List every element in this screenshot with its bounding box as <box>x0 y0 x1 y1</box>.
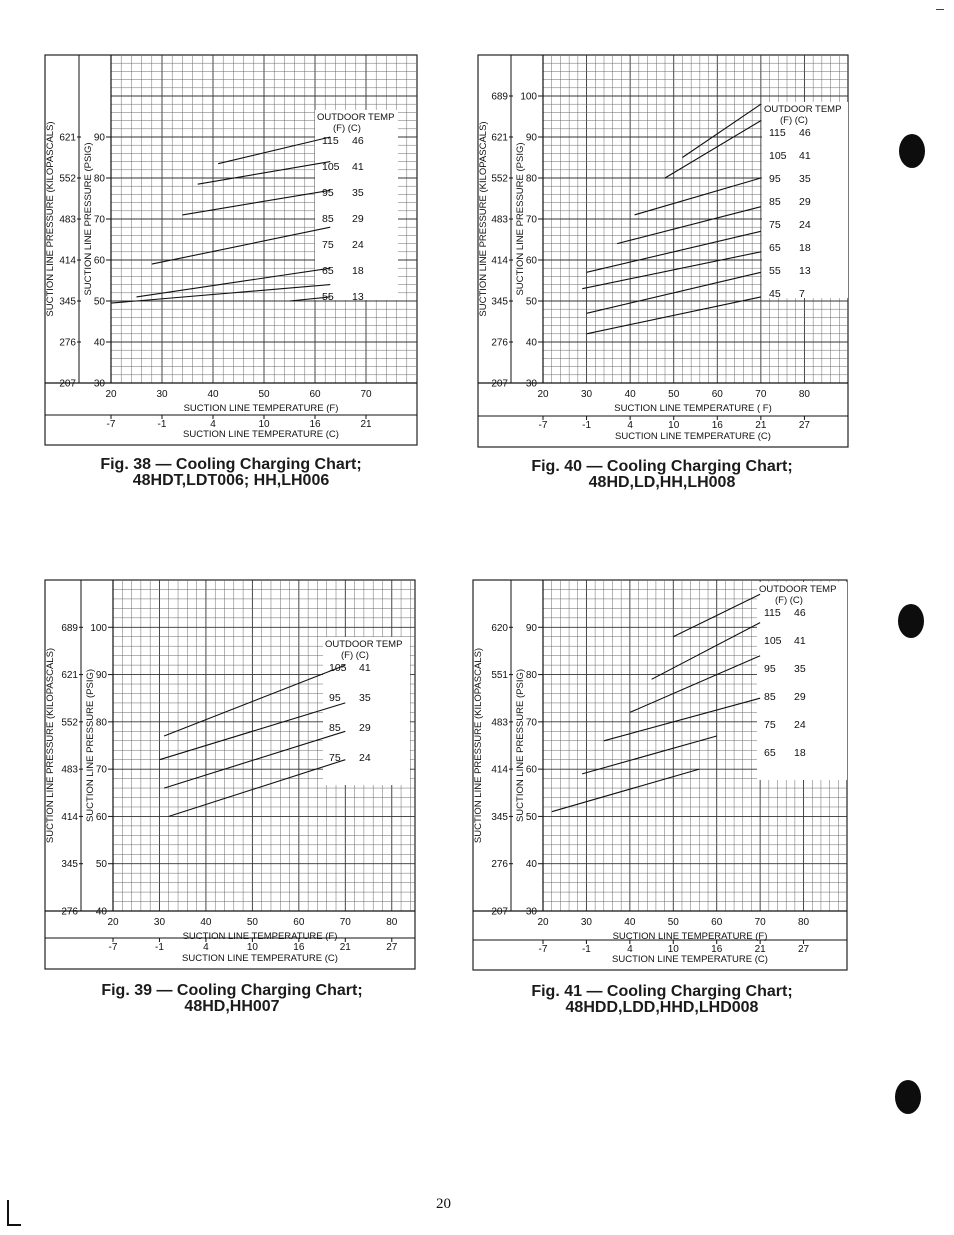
fig39-caption-line1: Fig. 39 — Cooling Charging Chart; <box>101 982 363 999</box>
chart2-legend-entry-95-c: 35 <box>799 173 811 185</box>
chart4-y-tick-label: 60 <box>525 764 537 776</box>
chart3-y-tick-label: 60 <box>95 811 107 823</box>
chart4-x-tick-label: 70 <box>754 917 766 928</box>
chart2-legend-entry-105-c: 41 <box>799 150 811 162</box>
chart1-x-tick-label: 60 <box>309 389 321 400</box>
chart4-x-tick-label: 30 <box>580 917 592 928</box>
chart4-legend-entry-105-f: 105 <box>764 635 782 647</box>
chart2-legend-entry-105-f: 105 <box>769 150 787 162</box>
chart2-legend-entry-55-f: 55 <box>769 265 781 277</box>
chart4-y-tick-label-kpa: 551 <box>491 670 508 682</box>
chart2-y-tick-label: 80 <box>525 173 537 185</box>
chart4-legend-entry-105-c: 41 <box>794 635 806 647</box>
chart1-x-tick-label-c: 10 <box>258 419 270 430</box>
chart3-ylabel: SUCTION LINE PRESSURE (PSIG) <box>85 668 96 823</box>
chart2-legend-entry-75-f: 75 <box>769 219 781 231</box>
chart4-legend-units: (F) (C) <box>775 595 803 606</box>
chart1-x-tick-label-c: 16 <box>309 419 321 430</box>
chart1-x-tick-label: 20 <box>105 389 117 400</box>
chart2-y-tick-label-kpa: 483 <box>491 214 508 226</box>
chart1-y-tick-label: 70 <box>93 214 105 226</box>
chart2-legend-entry-75-c: 24 <box>799 219 811 231</box>
chart1-y-tick-label: 90 <box>93 132 105 144</box>
chart1-ylabel: SUCTION LINE PRESSURE (PSIG) <box>83 142 94 296</box>
chart1-xlabel-c: SUCTION LINE TEMPERATURE (C) <box>183 429 339 440</box>
chart1-x-tick-label: 40 <box>207 389 219 400</box>
chart4-x-tick-label: 80 <box>798 917 810 928</box>
chart4-y-tick-label: 90 <box>525 622 537 634</box>
chart2-legend-units: (F) (C) <box>780 115 808 126</box>
chart4-y-tick-label: 30 <box>525 906 537 918</box>
chart3-x-tick-label-c: -7 <box>108 942 118 953</box>
chart3-y-tick-label: 70 <box>95 764 107 776</box>
chart4-ylabel-kpa: SUCTION LINE PRESSURE (KILOPASCALS) <box>473 647 484 844</box>
chart2-y-tick-label: 40 <box>525 337 537 349</box>
chart1-legend-entry-55-f: 55 <box>322 291 334 303</box>
chart3-y-tick-label: 80 <box>95 717 107 729</box>
chart1-y-tick-label-kpa: 207 <box>59 378 76 390</box>
fig41-caption <box>452 984 872 1016</box>
chart1-legend-entry-115-f: 115 <box>322 135 339 147</box>
chart2-y-tick-label: 60 <box>525 255 537 267</box>
chart2-xlabel-c: SUCTION LINE TEMPERATURE (C) <box>615 431 771 442</box>
chart4-y-tick-label: 40 <box>525 859 537 871</box>
chart2-legend-title: OUTDOOR TEMP <box>764 104 842 115</box>
chart1-legend-entry-95-c: 35 <box>352 187 364 199</box>
fig41-caption-line2: 48HDD,LDD,HHD,LHD008 <box>565 999 759 1016</box>
chart4-x-tick-label-c: 10 <box>667 944 679 955</box>
chart1-legend-entry-105-f: 105 <box>322 161 340 173</box>
chart3-x-tick-label: 50 <box>246 917 258 928</box>
chart1-legend-entry-115-c: 46 <box>352 135 364 147</box>
chart4-legend-entry-95-c: 35 <box>794 663 806 675</box>
chart4-legend-entry-115-c: 46 <box>794 607 806 619</box>
fig41-caption-line1: Fig. 41 — Cooling Charging Chart; <box>531 983 793 1000</box>
chart2-y-tick-label-kpa: 345 <box>491 296 508 308</box>
margin-bullet-2 <box>898 604 924 638</box>
chart3-y-tick-label: 50 <box>95 859 107 871</box>
chart2-legend-entry-115-c: 46 <box>799 127 811 139</box>
fig38-caption-line2: 48HDT,LDT006; HH,LH006 <box>132 472 330 489</box>
chart3-y-tick-label-kpa: 621 <box>61 670 78 682</box>
chart1-x-tick-label: 50 <box>258 389 270 400</box>
chart2-y-tick-label-kpa: 207 <box>491 378 508 390</box>
fig39-caption-line2: 48HD,HH007 <box>184 998 280 1015</box>
chart3-x-tick-label-c: 27 <box>386 942 398 953</box>
chart3-y-tick-label-kpa: 414 <box>61 811 78 823</box>
chart4-legend-entry-65-f: 65 <box>764 747 776 759</box>
chart2-legend-entry-45-c: 7 <box>799 288 805 300</box>
chart3-y-tick-label-kpa: 552 <box>61 717 78 729</box>
margin-bullet-1 <box>899 134 925 168</box>
chart3-x-tick-label-c: -1 <box>155 942 164 953</box>
chart4-y-tick-label-kpa: 207 <box>491 906 508 918</box>
chart4-legend-entry-75-f: 75 <box>764 719 776 731</box>
chart3-x-tick-label: 80 <box>386 917 398 928</box>
page-dash-mark <box>936 9 944 10</box>
chart4-legend-entry-115-f: 115 <box>764 607 781 619</box>
fig39-caption <box>22 983 442 1015</box>
chart3-legend-entry-105-c: 41 <box>359 662 371 674</box>
chart4-legend-title: OUTDOOR TEMP <box>759 584 837 595</box>
chart4-legend-entry-85-c: 29 <box>794 691 806 703</box>
chart4-xlabel: SUCTION LINE TEMPERATURE (F) <box>612 931 768 942</box>
chart2-x-tick-label: 60 <box>711 389 723 400</box>
chart3-x-tick-label-c: 21 <box>339 942 351 953</box>
chart3-xlabel-c: SUCTION LINE TEMPERATURE (C) <box>182 953 338 964</box>
chart2-ylabel: SUCTION LINE PRESSURE (PSIG) <box>515 142 526 296</box>
chart2-x-tick-label-c: 27 <box>798 420 810 431</box>
chart4-y-tick-label-kpa: 276 <box>491 859 508 871</box>
fig40-caption-line1: Fig. 40 — Cooling Charging Chart; <box>531 458 793 475</box>
chart2-ylabel-kpa: SUCTION LINE PRESSURE (KILOPASCALS) <box>478 121 489 317</box>
chart1-y-tick-label: 50 <box>93 296 105 308</box>
chart1-x-tick-label: 30 <box>156 389 168 400</box>
chart3-xlabel: SUCTION LINE TEMPERATURE (F) <box>182 931 338 942</box>
chart4-x-tick-label: 20 <box>537 917 549 928</box>
chart2-x-tick-label-c: 10 <box>668 420 680 431</box>
chart3-legend-entry-75-c: 24 <box>359 752 371 764</box>
fig38-caption-line1: Fig. 38 — Cooling Charging Chart; <box>100 456 362 473</box>
chart1-x-tick-label-c: 4 <box>210 419 216 430</box>
chart2-legend-entry-85-c: 29 <box>799 196 811 208</box>
chart3-legend-entry-105-f: 105 <box>329 662 347 674</box>
chart4-legend-entry-75-c: 24 <box>794 719 806 731</box>
chart3-x-tick-label: 40 <box>200 917 212 928</box>
chart4-x-tick-label-c: 16 <box>711 944 723 955</box>
chart1-y-tick-label: 60 <box>93 255 105 267</box>
chart2-x-tick-label: 20 <box>537 389 549 400</box>
chart1-x-tick-label: 70 <box>360 389 372 400</box>
chart1-legend-entry-75-c: 24 <box>352 239 364 251</box>
chart1-y-tick-label-kpa: 483 <box>59 214 76 226</box>
chart2-x-tick-label-c: 4 <box>627 420 633 431</box>
chart3-y-tick-label-kpa: 276 <box>61 906 78 918</box>
chart2-y-tick-label: 90 <box>525 132 537 144</box>
chart2-legend-entry-65-c: 18 <box>799 242 811 254</box>
chart4-y-tick-label: 50 <box>525 811 537 823</box>
chart2-legend-entry-85-f: 85 <box>769 196 781 208</box>
chart4-y-tick-label: 70 <box>525 717 537 729</box>
chart3-ylabel-kpa: SUCTION LINE PRESSURE (KILOPASCALS) <box>45 647 56 844</box>
chart2-y-tick-label: 100 <box>520 91 537 103</box>
chart4-y-tick-label: 80 <box>525 670 537 682</box>
chart3-legend-title: OUTDOOR TEMP <box>325 639 403 650</box>
chart3-legend-entry-95-f: 95 <box>329 692 341 704</box>
chart3-legend-entry-85-f: 85 <box>329 722 341 734</box>
chart3-legend-units: (F) (C) <box>341 650 369 661</box>
chart2-y-tick-label-kpa: 276 <box>491 337 508 349</box>
chart3-x-tick-label-c: 16 <box>293 942 305 953</box>
chart1-legend-entry-65-f: 65 <box>322 265 334 277</box>
chart3-legend-entry-85-c: 29 <box>359 722 371 734</box>
chart4-xlabel-c: SUCTION LINE TEMPERATURE (C) <box>612 954 768 965</box>
chart4-x-tick-label-c: -1 <box>581 944 591 955</box>
chart3-x-tick-label: 30 <box>153 917 166 928</box>
chart4-x-tick-label: 60 <box>711 917 723 928</box>
chart3-x-tick-label: 70 <box>339 917 351 928</box>
chart3-legend-entry-95-c: 35 <box>359 692 371 704</box>
page-corner-mark <box>7 1200 21 1226</box>
chart1-xlabel: SUCTION LINE TEMPERATURE (F) <box>183 403 339 414</box>
chart2-y-tick-label: 30 <box>525 378 537 390</box>
chart2-y-tick-label-kpa: 689 <box>491 91 508 103</box>
chart1-legend-entry-65-c: 18 <box>352 265 364 277</box>
chart1-ylabel-kpa: SUCTION LINE PRESSURE (KILOPASCALS) <box>45 121 56 317</box>
chart1-legend-entry-105-c: 41 <box>352 161 364 173</box>
chart1-legend-entry-55-c: 13 <box>352 291 364 303</box>
chart4-x-tick-label: 40 <box>624 917 636 928</box>
chart2-x-tick-label-c: -1 <box>582 420 592 431</box>
chart1-legend-title: OUTDOOR TEMP <box>317 112 395 123</box>
chart4-y-tick-label-kpa: 345 <box>491 811 508 823</box>
chart1-x-tick-label-c: -7 <box>106 419 116 430</box>
chart4-x-tick-label-c: 21 <box>754 944 766 955</box>
chart2-y-tick-label: 50 <box>525 296 537 308</box>
chart1-y-tick-label-kpa: 345 <box>59 296 76 308</box>
chart2-x-tick-label: 40 <box>624 389 636 400</box>
chart1-legend-entry-95-f: 95 <box>322 187 334 199</box>
chart2-legend-entry-115-f: 115 <box>769 127 786 139</box>
chart3-y-tick-label: 100 <box>90 622 107 634</box>
chart4-legend-entry-85-f: 85 <box>764 691 776 703</box>
chart2-xlabel: SUCTION LINE TEMPERATURE ( F) <box>614 403 772 414</box>
chart3-x-tick-label-c: 10 <box>246 942 258 953</box>
page-number: 20 <box>436 1196 451 1212</box>
chart4-ylabel: SUCTION LINE PRESSURE (PSIG) <box>515 668 526 823</box>
chart4-x-tick-label-c: 4 <box>627 944 633 955</box>
chart2-y-tick-label-kpa: 552 <box>491 173 508 185</box>
chart2-x-tick-label-c: 16 <box>711 420 723 431</box>
chart4-x-tick-label-c: 27 <box>798 944 810 955</box>
chart1-y-tick-label-kpa: 414 <box>59 255 76 267</box>
chart1-y-tick-label-kpa: 552 <box>59 173 76 185</box>
fig40-caption-line2: 48HD,LD,HH,LH008 <box>588 474 736 491</box>
chart4-y-tick-label-kpa: 620 <box>491 622 508 634</box>
chart1-legend-entry-85-c: 29 <box>352 213 364 225</box>
chart2-y-tick-label-kpa: 621 <box>491 132 508 144</box>
chart3-y-tick-label-kpa: 483 <box>61 764 78 776</box>
margin-bullet-3 <box>895 1080 921 1114</box>
chart2-y-tick-label-kpa: 414 <box>491 255 508 267</box>
chart1-legend-entry-85-f: 85 <box>322 213 334 225</box>
chart1-legend-entry-75-f: 75 <box>322 239 334 251</box>
chart3-legend-entry-75-f: 75 <box>329 752 341 764</box>
chart1-y-tick-label-kpa: 621 <box>59 132 76 144</box>
fig40-caption <box>452 459 872 491</box>
chart4-y-tick-label-kpa: 483 <box>491 717 508 729</box>
chart3-x-tick-label: 20 <box>107 917 119 928</box>
fig38-caption <box>21 457 441 489</box>
chart3-y-tick-label-kpa: 689 <box>61 622 78 634</box>
chart2-y-tick-label: 70 <box>525 214 537 226</box>
chart4-x-tick-label-c: -7 <box>538 944 548 955</box>
chart3-x-tick-label: 60 <box>293 917 305 928</box>
chart2-x-tick-label-c: 21 <box>755 420 767 431</box>
chart1-y-tick-label-kpa: 276 <box>59 337 76 349</box>
chart2-legend-entry-45-f: 45 <box>769 288 781 300</box>
chart1-y-tick-label: 40 <box>93 337 105 349</box>
chart2-legend-entry-55-c: 13 <box>799 265 811 277</box>
chart2-legend-entry-95-f: 95 <box>769 173 781 185</box>
chart2-x-tick-label: 50 <box>668 389 680 400</box>
chart4-x-tick-label: 50 <box>667 917 679 928</box>
chart1-legend-units: (F) (C) <box>333 123 361 134</box>
chart3-y-tick-label: 40 <box>95 906 107 918</box>
chart2-legend-entry-65-f: 65 <box>769 242 781 254</box>
chart1-y-tick-label: 30 <box>93 378 105 390</box>
chart2-x-tick-label: 80 <box>798 389 810 400</box>
chart3-y-tick-label-kpa: 345 <box>61 859 78 871</box>
chart1-x-tick-label-c: -1 <box>157 419 167 430</box>
chart1-y-tick-label: 80 <box>93 173 105 185</box>
chart2-x-tick-label: 30 <box>581 389 593 400</box>
chart4-legend-entry-95-f: 95 <box>764 663 776 675</box>
chart2-x-tick-label: 70 <box>755 389 767 400</box>
chart2-x-tick-label-c: -7 <box>538 420 548 431</box>
chart3-y-tick-label: 90 <box>95 670 107 682</box>
chart1-x-tick-label-c: 21 <box>360 419 372 430</box>
chart3-x-tick-label-c: 4 <box>203 942 209 953</box>
chart4-y-tick-label-kpa: 414 <box>491 764 508 776</box>
chart4-legend-entry-65-c: 18 <box>794 747 806 759</box>
